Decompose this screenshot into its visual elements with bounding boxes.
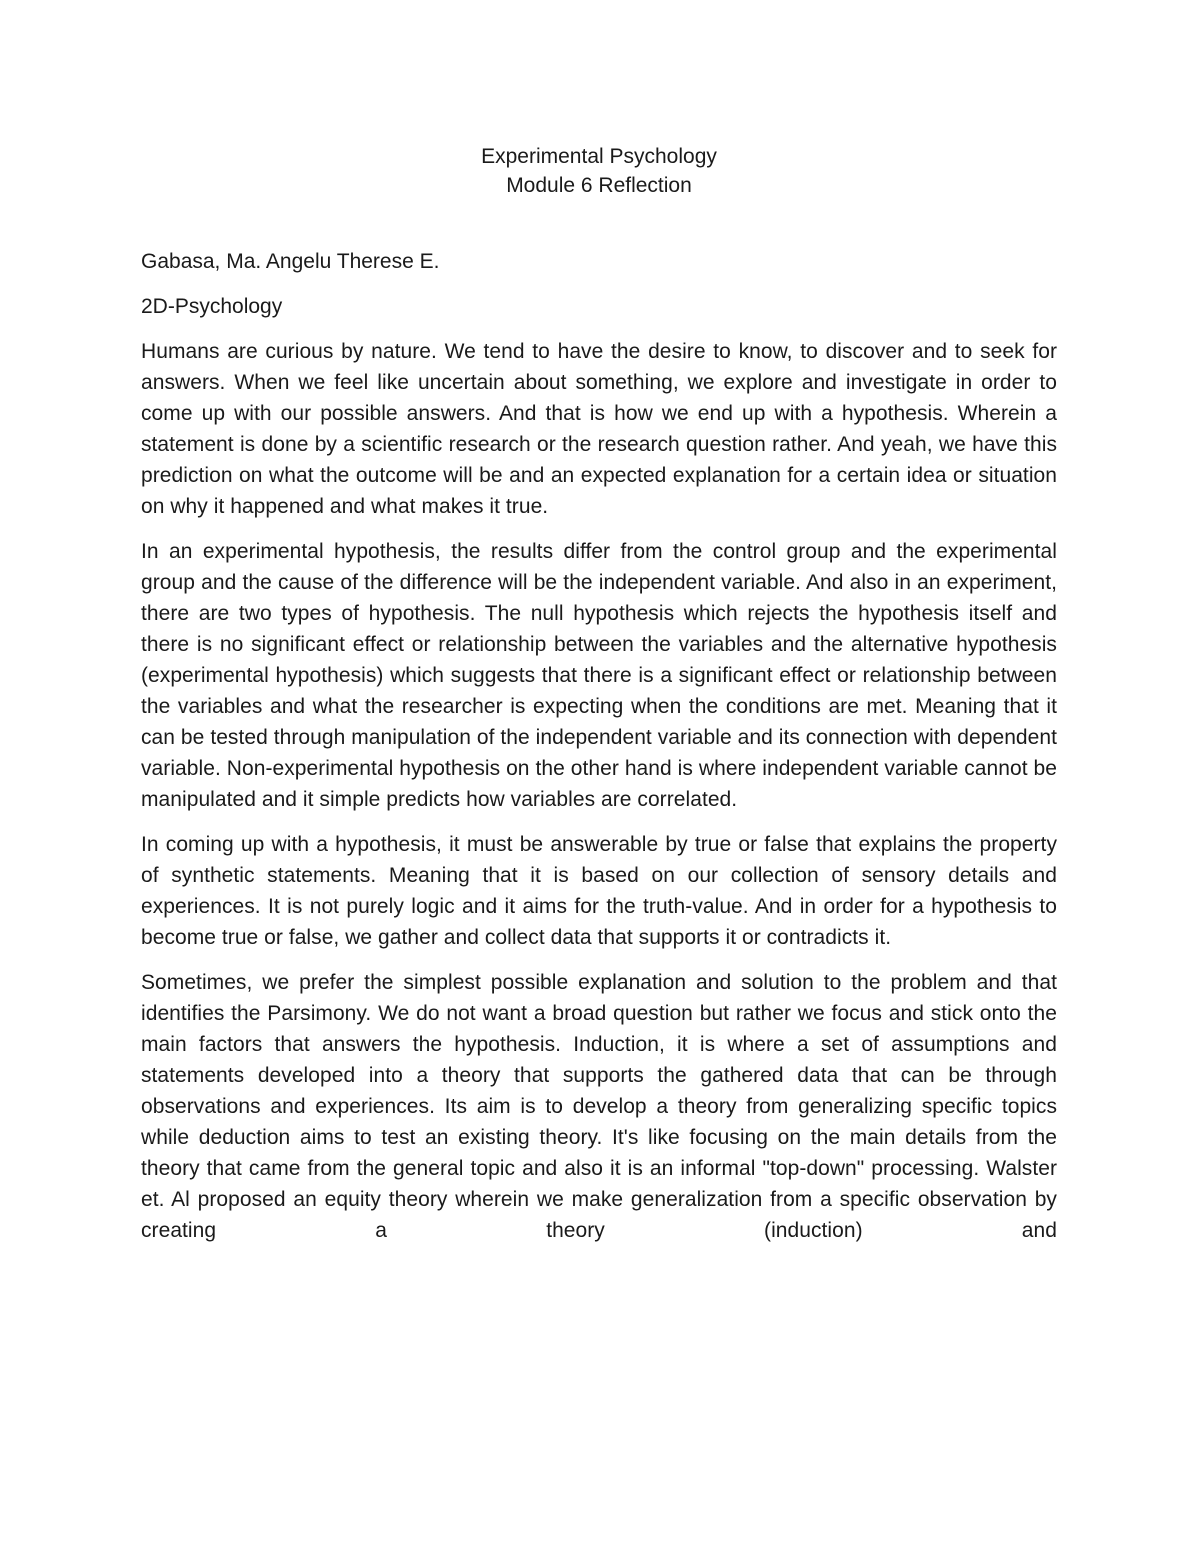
document-meta	[141, 246, 1057, 322]
document-body	[141, 336, 1057, 1246]
paragraph: Humans are curious by nature. We tend to have the desire to know, to discover and to seek for answers. When we feel like uncertain about something, we explore and investigate in order to come up with our possible answers. And that is how we end up with a hypothesis. Wherein a statement is done by a scientific research or the research question rather. And yeah, we have this prediction on what the outcome will be and an expected explanation for a certain idea or situation on why it happened and what makes it true.	[141, 340, 1057, 518]
paragraph: Sometimes, we prefer the simplest possible explanation and solution to the problem and that identifies the Parsimony. We do not want a broad question but rather we focus and stick onto the main factors that answers the hypothesis. Induction, it is where a set of assumptions and statements developed into a theory that supports the gathered data that can be through observations and experiences. Its aim is to develop a theory from generalizing specific topics while deduction aims to test an existing theory. It's like focusing on the main details from the theory that came from the general topic and also it is an informal "top-down" processing. Walster et. Al proposed an equity theory wherein we make generalization from a specific observation by creating a theory (induction) and	[141, 971, 1057, 1242]
document-subtitle: Module 6 Reflection	[506, 174, 692, 197]
author-name: Gabasa, Ma. Angelu Therese E.	[141, 250, 440, 273]
class-section: 2D-Psychology	[141, 295, 283, 318]
paragraph: In coming up with a hypothesis, it must be answerable by true or false that explains the property of synthetic statements. Meaning that it is based on our collection of sensory details and experiences. It is not purely logic and it aims for the truth-value. And in order for a hypothesis to become true or false, we gather and collect data that supports it or contradicts it.	[141, 833, 1057, 949]
document-title: Experimental Psychology	[481, 145, 717, 168]
paragraph: In an experimental hypothesis, the results differ from the control group and the experimental group and the cause of the difference will be the independent variable. And also in an experiment, there are two types of hypothesis. The null hypothesis which rejects the hypothesis itself and there is no significant effect or relationship between the variables and the alternative hypothesis (experimental hypothesis) which suggests that there is a significant effect or relationship between the variables and what the researcher is expecting when the conditions are met. Meaning that it can be tested through manipulation of the independent variable and its connection with dependent variable. Non-experimental hypothesis on the other hand is where independent variable cannot be manipulated and it simple predicts how variables are correlated.	[141, 540, 1057, 811]
document-heading	[141, 142, 1057, 200]
